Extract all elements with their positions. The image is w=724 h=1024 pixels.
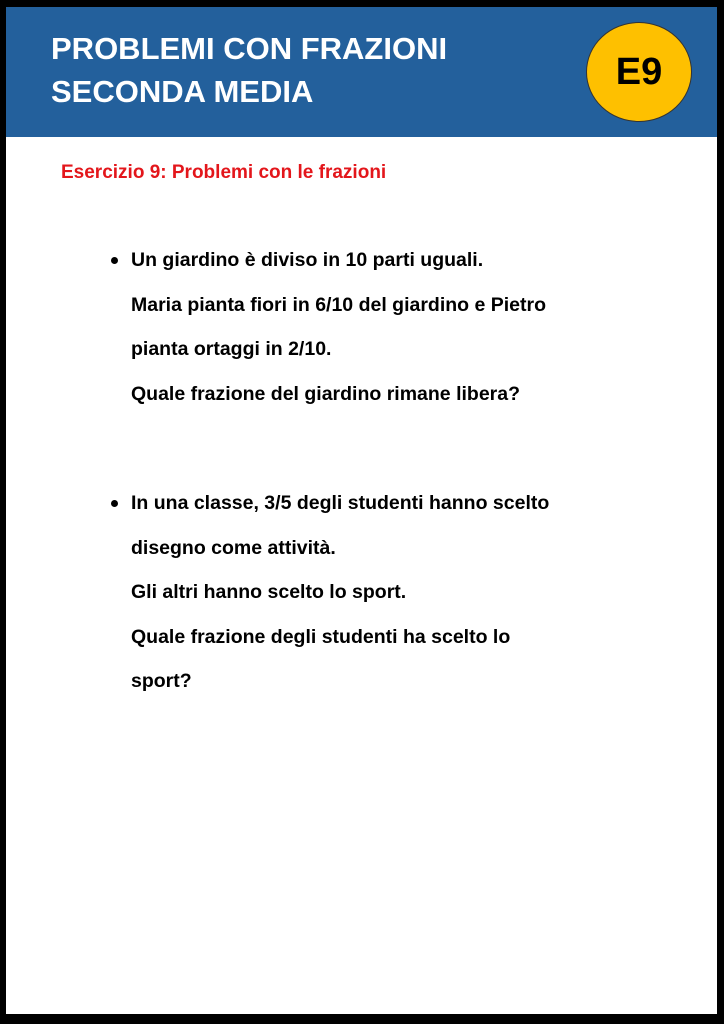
problem-line: disegno come attività.	[131, 536, 336, 559]
problem-line: pianta ortaggi in 2/10.	[131, 338, 332, 360]
problem-line: sport?	[131, 670, 192, 692]
problem-line: Quale frazione del giardino rimane libera?	[131, 382, 521, 405]
title-line: SECONDA MEDIA	[51, 74, 314, 109]
problem-line: Un giardino è diviso in 10 parti uguali.	[131, 249, 484, 271]
bullet-icon	[111, 257, 118, 264]
title-line: PROBLEMI CON FRAZIONI	[51, 31, 448, 66]
header-banner	[6, 7, 717, 137]
bullet-icon	[111, 500, 118, 507]
problem-item	[131, 481, 549, 704]
worksheet-page	[6, 7, 717, 1014]
page-title	[51, 27, 447, 113]
exercise-badge: E9	[586, 22, 692, 122]
problem-line: In una classe, 3/5 degli studenti hanno scelto	[131, 492, 550, 514]
problem-line: Gli altri hanno scelto lo sport.	[131, 581, 407, 603]
problem-item	[131, 238, 546, 416]
exercise-subtitle: Esercizio 9: Problemi con le frazioni	[61, 162, 387, 183]
problem-line: Quale frazione degli studenti ha scelto lo	[131, 625, 511, 648]
problem-line: Maria pianta fiori in 6/10 del giardino e Pietro	[131, 293, 547, 316]
